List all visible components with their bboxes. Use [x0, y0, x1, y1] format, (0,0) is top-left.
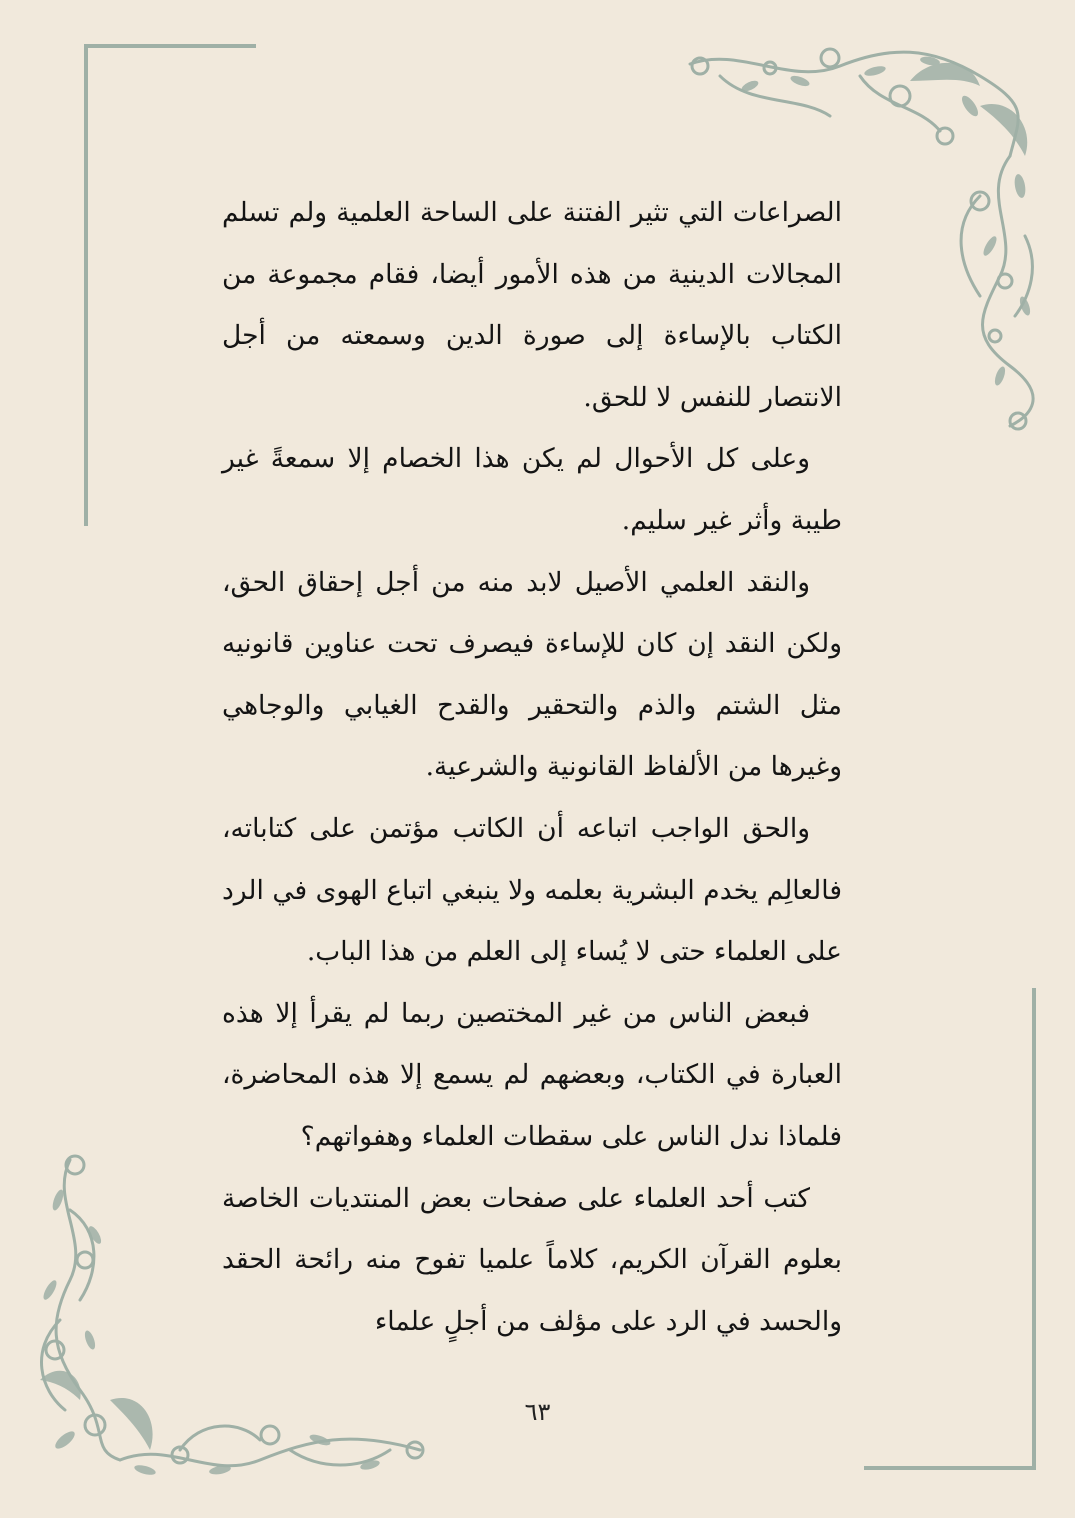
- paragraph-2: وعلى كل الأحوال لم يكن هذا الخصام إلا سمعةً غير طيبة وأثر غير سليم.: [222, 443, 842, 536]
- paragraph-1: الصراعات التي تثير الفتنة على الساحة العلمية ولم تسلم المجالات الدينية من هذه الأمور أيضا، فقام مجموعة من الكتاب بالإساءة إلى صورة الدين وسمعته من أجل الانتصار للنفس لا للحق.: [222, 197, 842, 413]
- page-body-text: [222, 182, 842, 1352]
- paragraph-5: فبعض الناس من غير المختصين ربما لم يقرأ إلا هذه العبارة في الكتاب، وبعضهم لم يسمع إلا هذه المحاضرة، فلماذا ندل الناس على سقطات العلماء وهفواتهم؟: [222, 997, 842, 1152]
- paragraph-3: والنقد العلمي الأصيل لابد منه من أجل إحقاق الحق، ولكن النقد إن كان للإساءة فيصرف تحت عناوين قانونيه مثل الشتم والذم والتحقير والقدح الغيابي والوجاهي وغيرها من الألفاظ القانونية والشرعية.: [222, 566, 842, 783]
- paragraph-6: كتب أحد العلماء على صفحات بعض المنتديات الخاصة بعلوم القرآن الكريم، كلاماً علميا تفوح منه رائحة الحقد والحسد في الرد على مؤلف من أجلٍ علماء: [222, 1182, 842, 1337]
- page-number: ٦٣: [524, 1398, 551, 1426]
- frame-top-left-horizontal: [84, 44, 256, 48]
- paragraph-4: والحق الواجب اتباعه أن الكاتب مؤتمن على كتاباته، فالعالِم يخدم البشرية بعلمه ولا ينبغي اتباع الهوى في الرد على العلماء حتى لا يُساء إلى العلم من هذا الباب.: [222, 812, 842, 968]
- frame-left-vertical: [84, 44, 88, 526]
- frame-bottom-right-horizontal: [864, 1466, 1036, 1470]
